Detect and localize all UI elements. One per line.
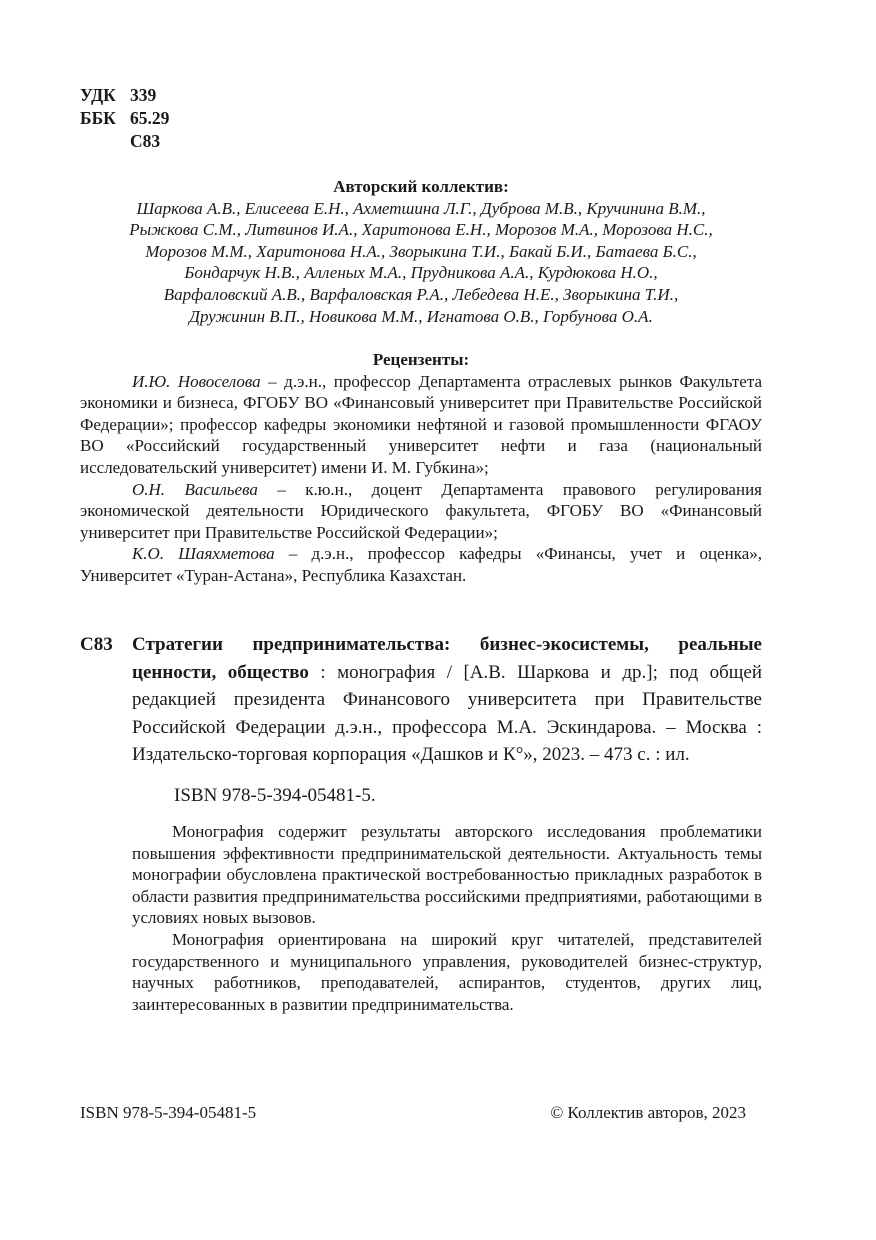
biblio-details: : монография / [А.В. Шаркова и др.]; под общей редакцией президента Финансового университета при Правительстве Российской Федерации д.э.н., профессора М.А. Эскиндарова. – Москва : Издательско-торговая корпорация «Дашков и К°», 2023. – 473 с. : ил. (132, 661, 762, 765)
author-line: Бондарчук Н.В., Алленых М.А., Прудникова А.А., Курдюкова Н.О., (184, 263, 658, 283)
reviewers-heading: Рецензенты: (372, 350, 470, 369)
reviewer-entry (80, 543, 762, 586)
bbk-row (80, 107, 169, 130)
footer-copyright: © Коллектив авторов, 2023 (550, 1103, 746, 1122)
reviewers-block (80, 349, 762, 587)
author-mark-row (80, 130, 169, 153)
author-line: Варфаловский А.В., Варфаловская Р.А., Лебедева Н.Е., Зворыкина Т.И., (163, 284, 679, 304)
book-title: Стратегии предпринимательства: бизнес-экосистемы, реальные ценности, общество (132, 634, 762, 683)
author-mark: С83 (130, 131, 161, 151)
bibliographic-record (80, 631, 762, 769)
biblio-code: С83 (80, 634, 113, 655)
reviewer-name: К.О. Шаяхметова (132, 544, 275, 564)
author-line: Морозов М.М., Харитонова Н.А., Зворыкина Т.И., Бакай Б.И., Батаева Б.С., (145, 241, 697, 261)
annotation (132, 821, 762, 1015)
reviewer-details: – д.э.н., профессор Департамента отраслевых рынков Факультета экономики и бизнеса, ФГОБУ ВО «Финансовый университет при Правительстве Российской Федерации»; профессор кафедры экономики нефтяной и газовой промышленности ФГАОУ ВО «Российский государственный университет нефти и газа (национальный исследовательский университет) имени И. М. Губкина»; (80, 371, 762, 477)
author-line: Дружинин В.П., Новикова М.М., Игнатова О.В., Горбунова О.А. (189, 306, 653, 326)
reviewer-details: – к.ю.н., доцент Департамента правового регулирования экономической деятельности Юридического факультета, ФГОБУ ВО «Финансовый университет при Правительстве Российской Федерации»; (80, 479, 762, 542)
annotation-paragraph: Монография содержит результаты авторского исследования проблематики повышения эффективности предпринимательской деятельности. Актуальность темы монографии обусловлена практической востребованностью прикладных разработок в области развития предпринимательства российскими предприятиями, работающими в условиях новых вызовов. (132, 822, 762, 928)
udk-value: 339 (130, 85, 157, 105)
biblio-description (132, 631, 762, 769)
reviewer-name: О.Н. Васильева (132, 479, 258, 499)
reviewer-entry (80, 371, 762, 479)
reviewer-name: И.Ю. Новоселова (132, 371, 261, 391)
reviewer-details: – д.э.н., профессор кафедры «Финансы, учет и оценка», Университет «Туран-Астана», Республика Казахстан. (80, 544, 762, 585)
footer-isbn: ISBN 978-5-394-05481-5 (80, 1103, 257, 1122)
bbk-value: 65.29 (130, 108, 170, 128)
authors-block (80, 176, 762, 327)
author-line: Рыжкова С.М., Литвинов И.А., Харитонова Е.Н., Морозов М.А., Морозова Н.С., (129, 220, 713, 240)
annotation-paragraph: Монография ориентирована на широкий круг читателей, представителей государственного и муниципального управления, руководителей бизнес-структур, научных работников, преподавателей, аспирантов, студентов, других лиц, заинтересованных в развитии предпринимательства. (132, 929, 762, 1014)
author-line: Шаркова А.В., Елисеева Е.Н., Ахметшина Л.Г., Дуброва М.В., Кручинина В.М., (136, 198, 706, 218)
udk-label: УДК (80, 85, 116, 105)
classification-codes (80, 84, 169, 153)
reviewer-entry (80, 479, 762, 544)
udk-row (80, 84, 169, 107)
bbk-label: ББК (80, 108, 116, 128)
authors-heading: Авторский коллектив: (333, 177, 509, 196)
isbn-line: ISBN 978-5-394-05481-5. (174, 785, 376, 806)
